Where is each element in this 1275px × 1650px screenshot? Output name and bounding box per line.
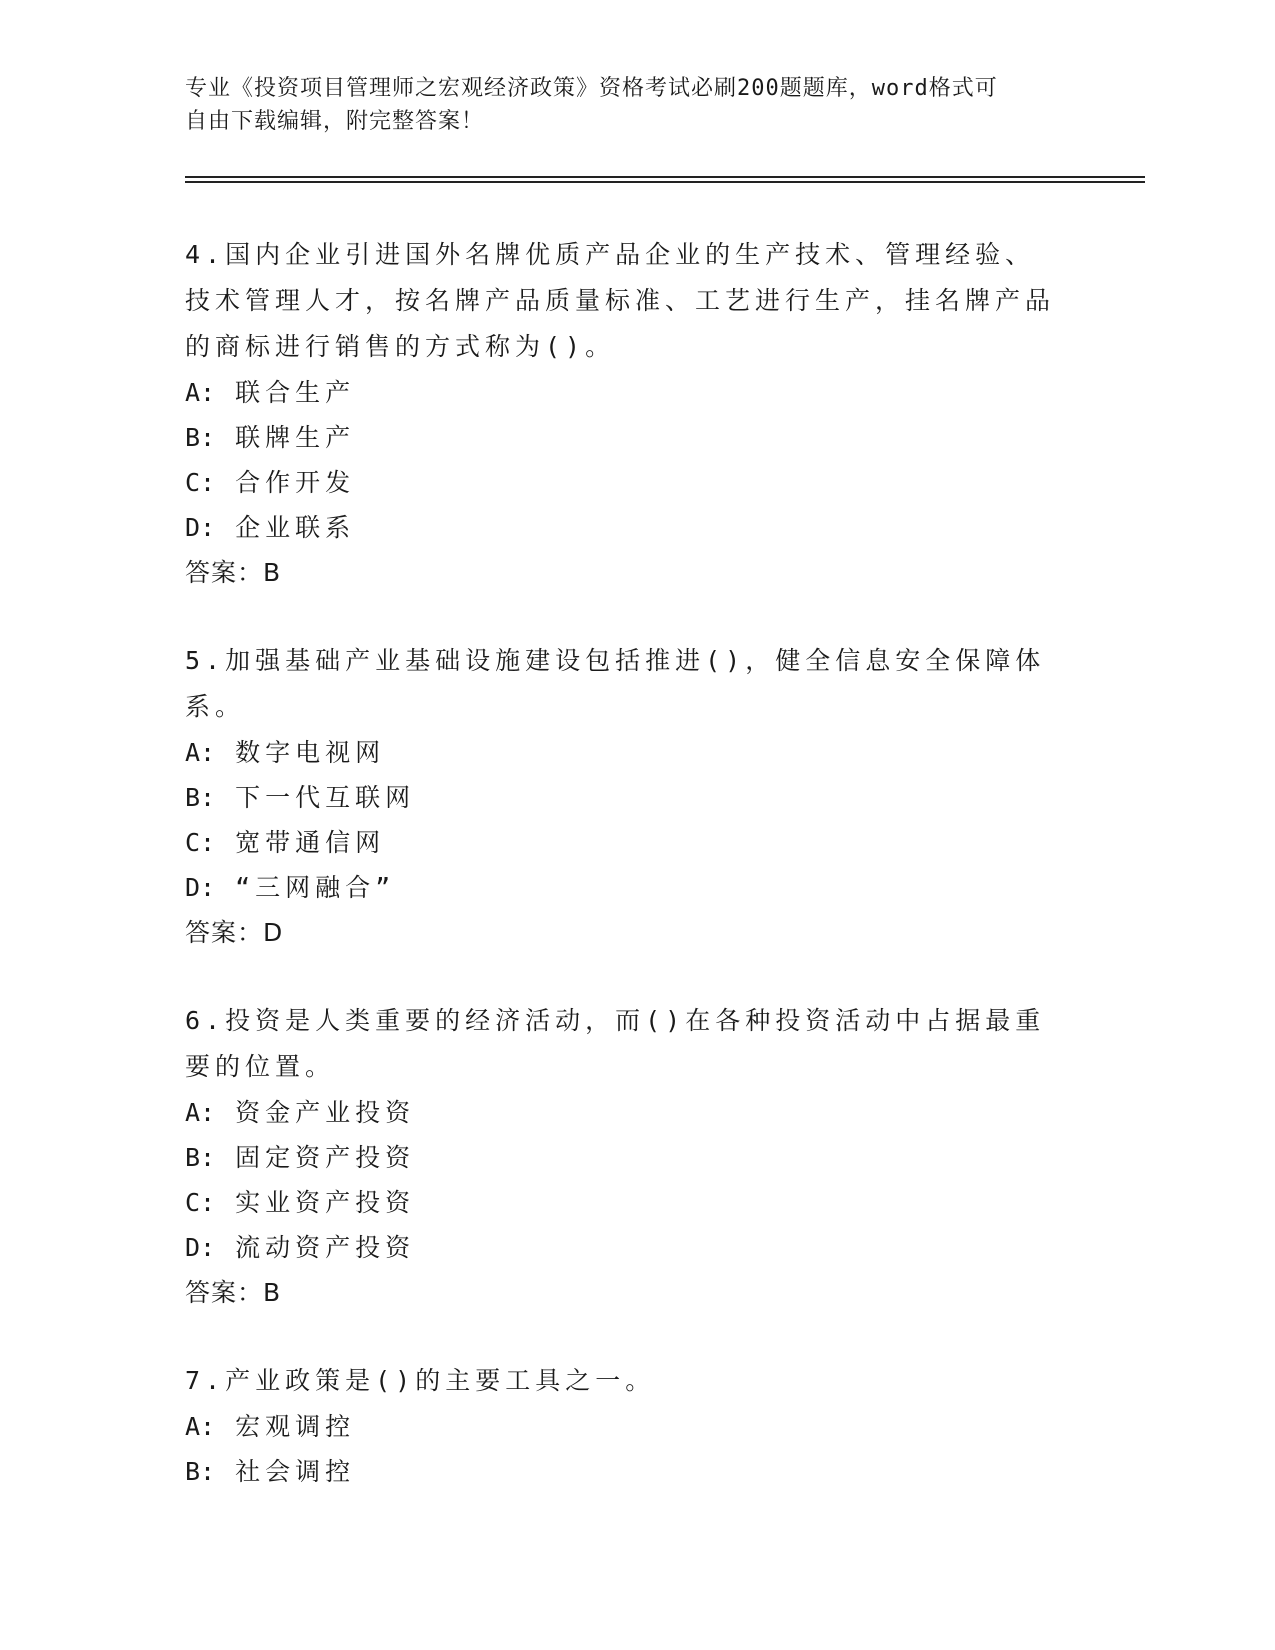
option-letter: B: — [185, 783, 216, 812]
question-text: 5.加强基础产业基础设施建设包括推进()，健全信息安全保障体系。 — [185, 646, 1046, 721]
question-list — [185, 232, 1065, 1536]
option-a — [185, 1404, 1065, 1449]
option-d — [185, 1225, 1065, 1270]
option-letter: A: — [185, 378, 216, 407]
option-letter: C: — [185, 468, 216, 497]
option-letter: A: — [185, 738, 216, 767]
option-text: 下一代互联网 — [235, 783, 416, 812]
option-letter: C: — [185, 828, 216, 857]
option-d — [185, 505, 1065, 550]
option-c — [185, 460, 1065, 505]
option-b — [185, 415, 1065, 460]
option-text: 实业资产投资 — [235, 1188, 416, 1217]
header-line-1: 专业《投资项目管理师之宏观经济政策》资格考试必刷200题题库，word格式可 — [185, 76, 998, 101]
document-header — [185, 72, 1065, 138]
option-letter: D: — [185, 1233, 216, 1262]
header-divider-top — [185, 176, 1145, 178]
option-text: 合作开发 — [235, 468, 356, 497]
header-divider-bottom — [185, 181, 1145, 183]
question-7 — [185, 1358, 1065, 1494]
option-letter: B: — [185, 1143, 216, 1172]
option-letter: A: — [185, 1098, 216, 1127]
answer-line: 答案：B — [185, 1278, 282, 1307]
question-text: 6.投资是人类重要的经济活动，而()在各种投资活动中占据最重要的位置。 — [185, 1006, 1046, 1081]
option-text: 宽带通信网 — [235, 828, 386, 857]
option-b — [185, 775, 1065, 820]
answer-line: 答案：D — [185, 918, 284, 947]
question-4 — [185, 232, 1065, 596]
option-text: 社会调控 — [235, 1457, 356, 1486]
header-line-2: 自由下载编辑，附完整答案！ — [185, 109, 485, 134]
option-letter: D: — [185, 513, 216, 542]
option-c — [185, 820, 1065, 865]
question-6 — [185, 998, 1065, 1316]
option-b — [185, 1449, 1065, 1494]
option-text: 数字电视网 — [235, 738, 386, 767]
option-a — [185, 730, 1065, 775]
option-c — [185, 1180, 1065, 1225]
option-letter: A: — [185, 1412, 216, 1441]
option-letter: B: — [185, 1457, 216, 1486]
option-text: 联牌生产 — [235, 423, 356, 452]
option-text: 企业联系 — [235, 513, 356, 542]
question-text: 4.国内企业引进国外名牌优质产品企业的生产技术、管理经验、技术管理人才，按名牌产品质量标准、工艺进行生产，挂名牌产品的商标进行销售的方式称为()。 — [185, 240, 1056, 361]
option-text: 宏观调控 — [235, 1412, 356, 1441]
option-letter: D: — [185, 873, 216, 902]
option-a — [185, 370, 1065, 415]
option-b — [185, 1135, 1065, 1180]
option-letter: C: — [185, 1188, 216, 1217]
answer-line: 答案：B — [185, 558, 282, 587]
option-letter: B: — [185, 423, 216, 452]
question-5 — [185, 638, 1065, 956]
option-text: 联合生产 — [235, 378, 356, 407]
option-a — [185, 1090, 1065, 1135]
option-text: 固定资产投资 — [235, 1143, 416, 1172]
option-text: “三网融合” — [235, 873, 396, 902]
option-text: 流动资产投资 — [235, 1233, 416, 1262]
option-d — [185, 865, 1065, 910]
option-text: 资金产业投资 — [235, 1098, 416, 1127]
question-text: 7.产业政策是()的主要工具之一。 — [185, 1366, 656, 1395]
